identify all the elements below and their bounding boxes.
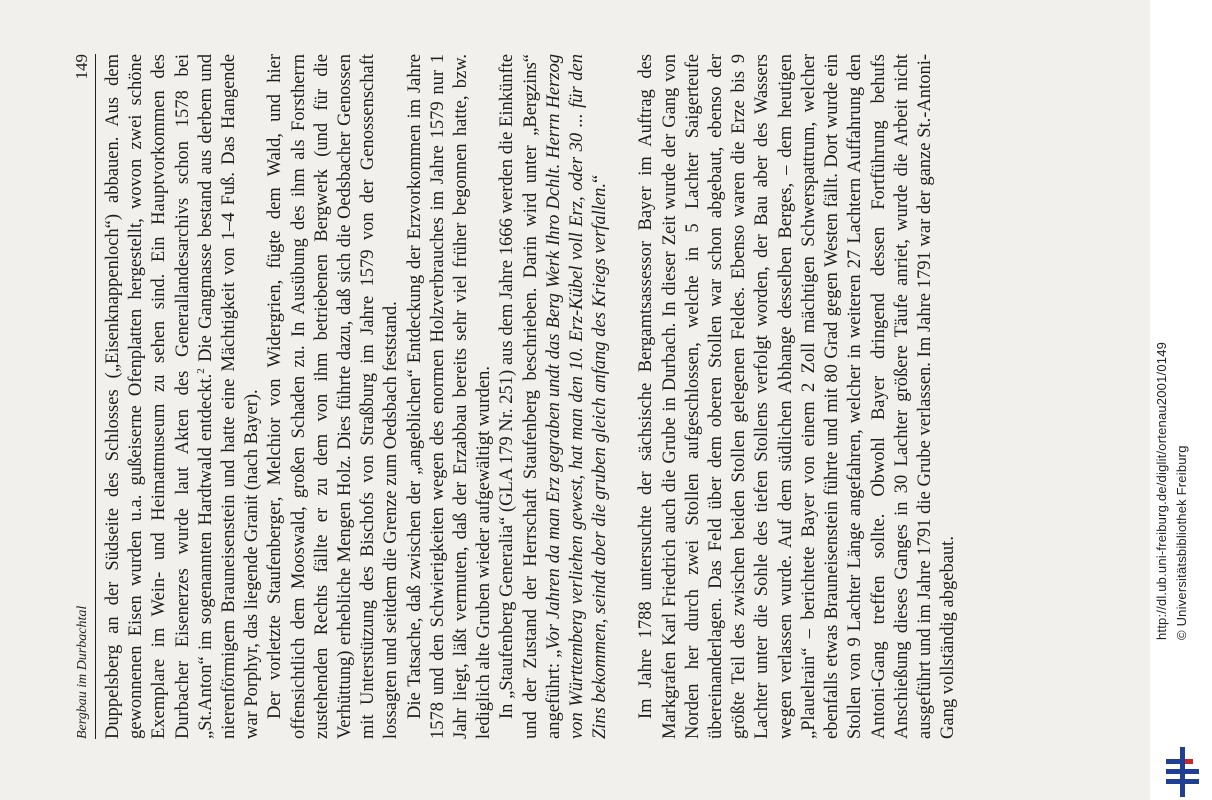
paragraph-4-text: In „Staufenberg Generalia“ (GLA 179 Nr. 251) aus dem Jahre 1666 werden die Einkünfte und der Zustand der Herrschaft Staufenberg beschrieben. Darin wird unter „Bergzins“ angeführt: „ — [497, 54, 564, 739]
copyright-notice: © Universitätsbibliothek Freiburg — [1174, 445, 1189, 640]
header-rule — [95, 54, 96, 739]
paragraph-4 — [496, 54, 612, 739]
paragraph-1-text: Duppelsberg an der Südseite des Schlosses („Eisenknappenloch“) abbauen. Aus dem gewonnenen Eisen wurden u.a. gußeiserne Ofenplatten hergestellt, wovon zwei schöne Exemplare im Wein- und Heimatmuseum zu sehen sind. Ein Hauptvorkommen des Durbacher Eisenerzes wurde laut Akten des Generallandesarchivs schon 1578 bei „St.Anton“ im sogenannten Hardtwald entdeckt. — [103, 54, 216, 739]
paragraph-2: Der vorletzte Staufenberger, Melchior von Widergrien, fügte dem Wald, und hier offensichtlich dem Mooswald, großen Schaden zu. In Ausübung des ihm als Forstherrn zustehenden Rechts fällte er zu dem von ihm betriebenen Bergwerk (und für die Verhüttung) erhebliche Mengen Holz. Dies führte dazu, daß sich die Oedsbacher Genossen mit Unterstützung des Bischofs von Straßburg im Jahre 1579 von der Genossenschaft lossagten und seitdem die Grenze zum Oedsbach feststand. — [265, 54, 402, 739]
running-head: Bergbau im Durbachtal — [75, 605, 90, 739]
paragraph-1-end: Die Gangmasse bestand aus derbem und nierenförmigem Brauneisenstein und hatte eine Mächtigkeit von 1–4 Fuß. Das Hangende war Porphyr, das liegende Granit (nach Bayer). — [195, 53, 263, 739]
page-number: 149 — [72, 54, 91, 80]
body-text — [102, 54, 960, 739]
paragraph-5: Im Jahre 1788 untersuchte der sächsische Bergamtsassessor Bayer im Auftrag des Markgrafen Karl Friedrich auch die Grube in Durbach. In dieser Zeit wurde der Gang von Norden her durch zwei Stollen aufgeschlossen, welche in 5 Lachter Saigerteufe übereinanderlagen. Das Feld über dem oberen Stollen war schon abgebaut, ebenso der größte Teil des zwischen beiden Stollen gelegenen Feldes. Ebenso waren die Erze bis 9 Lachter unter die Sohle des tiefen Stollens verfolgt worden, der Bau aber des Wassers wegen verlassen wurde. Auf dem südlichen Abhange desselben Berges, – dem heutigen „Plauelrain“ – berichtete Bayer von einem 2 Zoll mächtigen Schwerspattrum, welcher ebenfalls etwas Brauneisenstein führte und mit 80 Grad gegen Westen fällt. Dort wurde ein Stollen von 9 Lachter Länge angefahren, welcher in weiteren 27 Lachtern Auffahrung den Antoni-Gang treffen sollte. Obwohl Bayer dringend dessen Fortführung behufs Anschießung dieses Ganges in 30 Lachter größere Täufe anriet, wurde die Arbeit nicht ausgeführt und im Jahre 1791 die Grube verlassen. Im Jahre 1791 war der ganze St.-Antoni-Gang vollständig abgebaut. — [636, 54, 959, 739]
rotated-sidebar — [1150, 0, 1212, 800]
source-url[interactable]: http://dl.ub.uni-freiburg.de/diglit/ortenau2001/0149 — [1154, 341, 1169, 640]
paragraph-1 — [102, 54, 264, 739]
paragraph-3: Die Tatsache, daß zwischen der „angeblichen“ Entdeckung der Erzvorkommen im Jahre 1578 und den Schwierigkeiten wegen des enormen Holzverbrauches im Jahre 1579 nur 1 Jahr liegt, läßt vermuten, daß der Erzabbau bereits sehr viel früher begonnen hatte, bzw. lediglich alte Gruben wieder aufgewältigt wurden. — [404, 54, 495, 739]
quotation: Vor Jahren da man Erz gegraben undt das Berg Werk Ihro Dchlt. Herrn Herzog von Württemberg verliehen gewest, hat man den 10. Erz-Kübel voll Erz, oder 30 ... für den Zins bekommen, seindt aber die gruben gleich anfang des Kriegs verfallen. — [543, 54, 611, 739]
library-logo-icon — [1163, 744, 1205, 800]
paragraph-4-end: “ — [590, 174, 611, 184]
footnote-ref: 2 — [194, 368, 207, 374]
